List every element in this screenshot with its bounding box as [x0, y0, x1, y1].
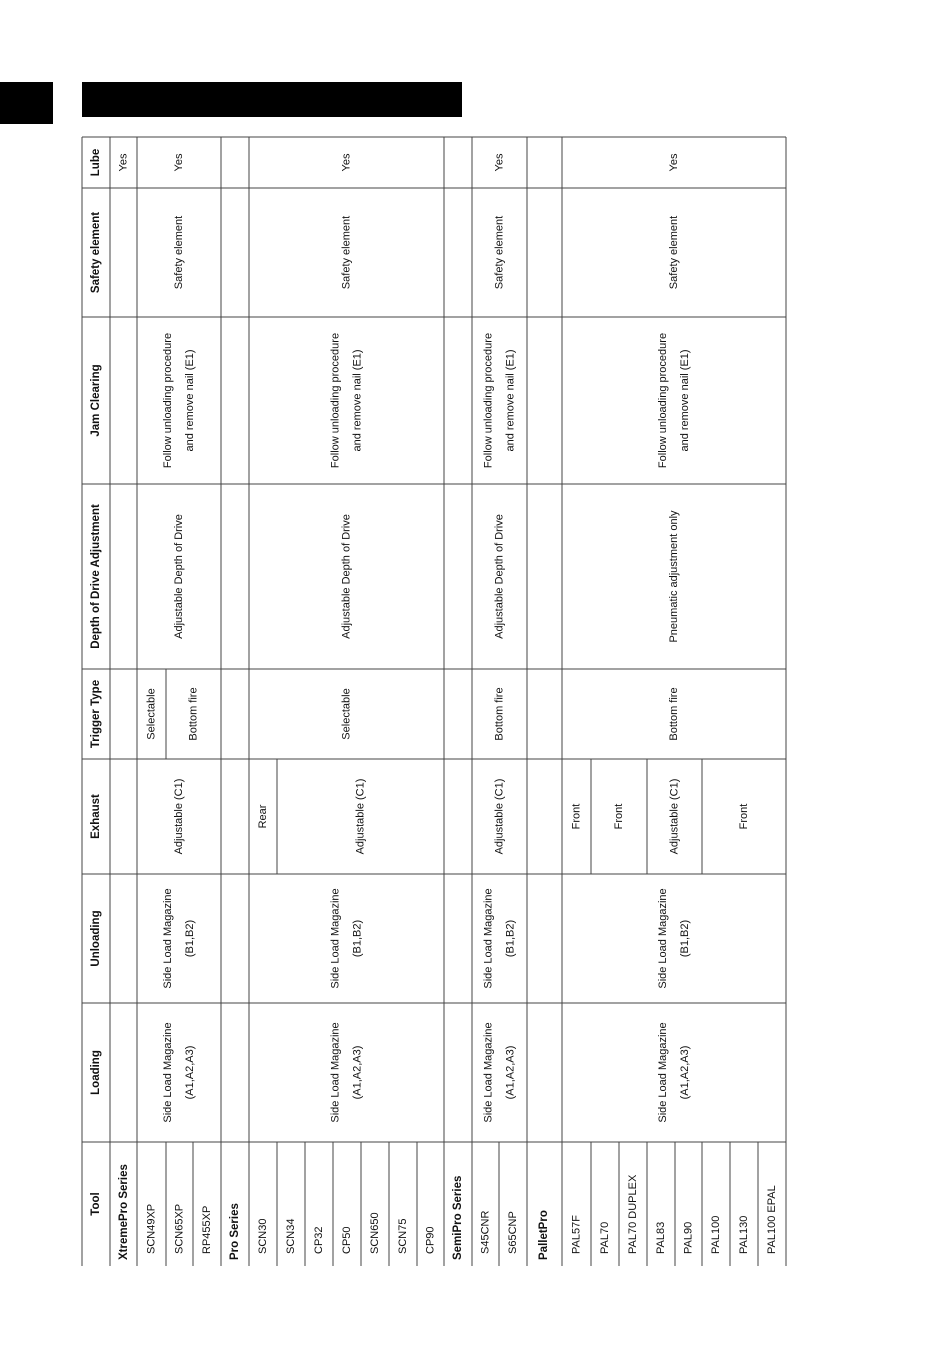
exhaust-cell: Front [570, 803, 583, 830]
column-header-lube: Lube [90, 148, 102, 177]
trigger-cell: Selectable [340, 688, 353, 740]
column-header-unloading: Unloading [90, 910, 102, 967]
jam-cell: and remove nail (E1) [351, 349, 364, 452]
trigger-cell: Bottom fire [668, 687, 680, 741]
loading-cell: Side Load Magazine [657, 1022, 669, 1123]
lube-cell: Yes [173, 153, 185, 172]
loading-cell: Side Load Magazine [329, 1022, 342, 1123]
tool-name: SCN75 [397, 1218, 409, 1254]
tool-name: SCN650 [369, 1212, 381, 1254]
tool-name: PAL83 [655, 1221, 667, 1254]
trigger-cell: Selectable [145, 688, 158, 740]
tool-name: SCN30 [257, 1218, 269, 1254]
lube-cell: Yes [340, 153, 353, 172]
unloading-cell: Side Load Magazine [482, 888, 495, 989]
exhaust-cell: Front [738, 803, 750, 830]
tool-name: PAL70 DUPLEX [627, 1174, 639, 1254]
safety-cell: Safety element [173, 215, 185, 290]
loading-cell: (A1,A2,A3) [184, 1045, 196, 1100]
unloading-cell: Side Load Magazine [657, 888, 669, 989]
jam-cell: Follow unloading procedure [657, 332, 669, 469]
tool-name: RP455XP [201, 1205, 213, 1254]
depth-cell: Adjustable Depth of Drive [340, 514, 353, 639]
tool-name: PAL90 [682, 1221, 695, 1254]
loading-cell: Side Load Magazine [482, 1022, 495, 1123]
jam-cell: and remove nail (E1) [679, 349, 691, 452]
column-header-tool: Tool [90, 1192, 102, 1216]
tool-name: CP90 [424, 1226, 437, 1254]
tool-name: S45CNR [479, 1210, 492, 1254]
lube-cell: Yes [493, 153, 506, 172]
jam-cell: and remove nail (E1) [184, 349, 196, 452]
tool-name: SCN65XP [173, 1203, 186, 1254]
exhaust-cell: Adjustable (C1) [668, 778, 681, 855]
jam-cell: Follow unloading procedure [329, 332, 342, 469]
safety-cell: Safety element [340, 215, 353, 290]
section-header-3: PalletPro [538, 1210, 550, 1260]
depth-cell: Adjustable Depth of Drive [493, 514, 506, 639]
loading-cell: Side Load Magazine [162, 1022, 174, 1123]
tool-name: SCN34 [285, 1218, 297, 1254]
tool-name: PAL70 [599, 1221, 611, 1254]
exhaust-cell: Adjustable (C1) [493, 778, 506, 855]
tool-name: CP50 [341, 1226, 353, 1254]
column-header-exhaust: Exhaust [90, 794, 102, 839]
safety-cell: Safety element [493, 215, 506, 290]
tool-name: SCN49XP [145, 1203, 158, 1254]
tool-name: PAL57F [570, 1215, 583, 1254]
depth-cell: Adjustable Depth of Drive [173, 514, 185, 639]
column-header-safety: Safety element [90, 211, 102, 294]
exhaust-cell: Rear [257, 804, 269, 829]
exhaust-cell: Front [613, 803, 625, 830]
unloading-cell: (B1,B2) [351, 919, 364, 958]
tool-name: PAL130 [738, 1215, 750, 1254]
loading-cell: (A1,A2,A3) [351, 1045, 364, 1100]
tool-name: PAL100 [710, 1215, 722, 1254]
section-header-2: SemiPro Series [452, 1175, 464, 1260]
section-header-1: Pro Series [229, 1203, 241, 1260]
trigger-cell: Bottom fire [187, 687, 200, 741]
tool-name: PAL100 EPAL [766, 1185, 778, 1254]
unloading-cell: (B1,B2) [679, 919, 691, 958]
tool-name: S65CNP [507, 1211, 519, 1254]
safety-cell: Safety element [668, 215, 680, 290]
loading-cell: (A1,A2,A3) [679, 1045, 691, 1100]
jam-cell: and remove nail (E1) [504, 349, 517, 452]
lube-cell: Yes [668, 153, 680, 172]
unloading-cell: Side Load Magazine [329, 888, 342, 989]
jam-cell: Follow unloading procedure [162, 332, 174, 469]
column-header-depth: Depth of Drive Adjustment [90, 504, 102, 649]
unloading-cell: (B1,B2) [184, 919, 196, 958]
exhaust-cell: Adjustable (C1) [173, 778, 185, 855]
jam-cell: Follow unloading procedure [482, 332, 495, 469]
depth-cell: Pneumatic adjustment only [668, 510, 680, 643]
unloading-cell: Side Load Magazine [162, 888, 174, 989]
trigger-cell: Bottom fire [493, 687, 506, 741]
loading-cell: (A1,A2,A3) [504, 1045, 517, 1100]
exhaust-cell: Adjustable (C1) [354, 778, 367, 855]
column-header-jam: Jam Clearing [90, 364, 102, 437]
column-header-trigger: Trigger Type [90, 679, 102, 749]
column-header-loading: Loading [90, 1050, 102, 1095]
tool-name: CP32 [313, 1226, 325, 1254]
lube-cell: Yes [117, 153, 130, 172]
unloading-cell: (B1,B2) [504, 919, 517, 958]
section-header-0: XtremePro Series [118, 1164, 130, 1260]
